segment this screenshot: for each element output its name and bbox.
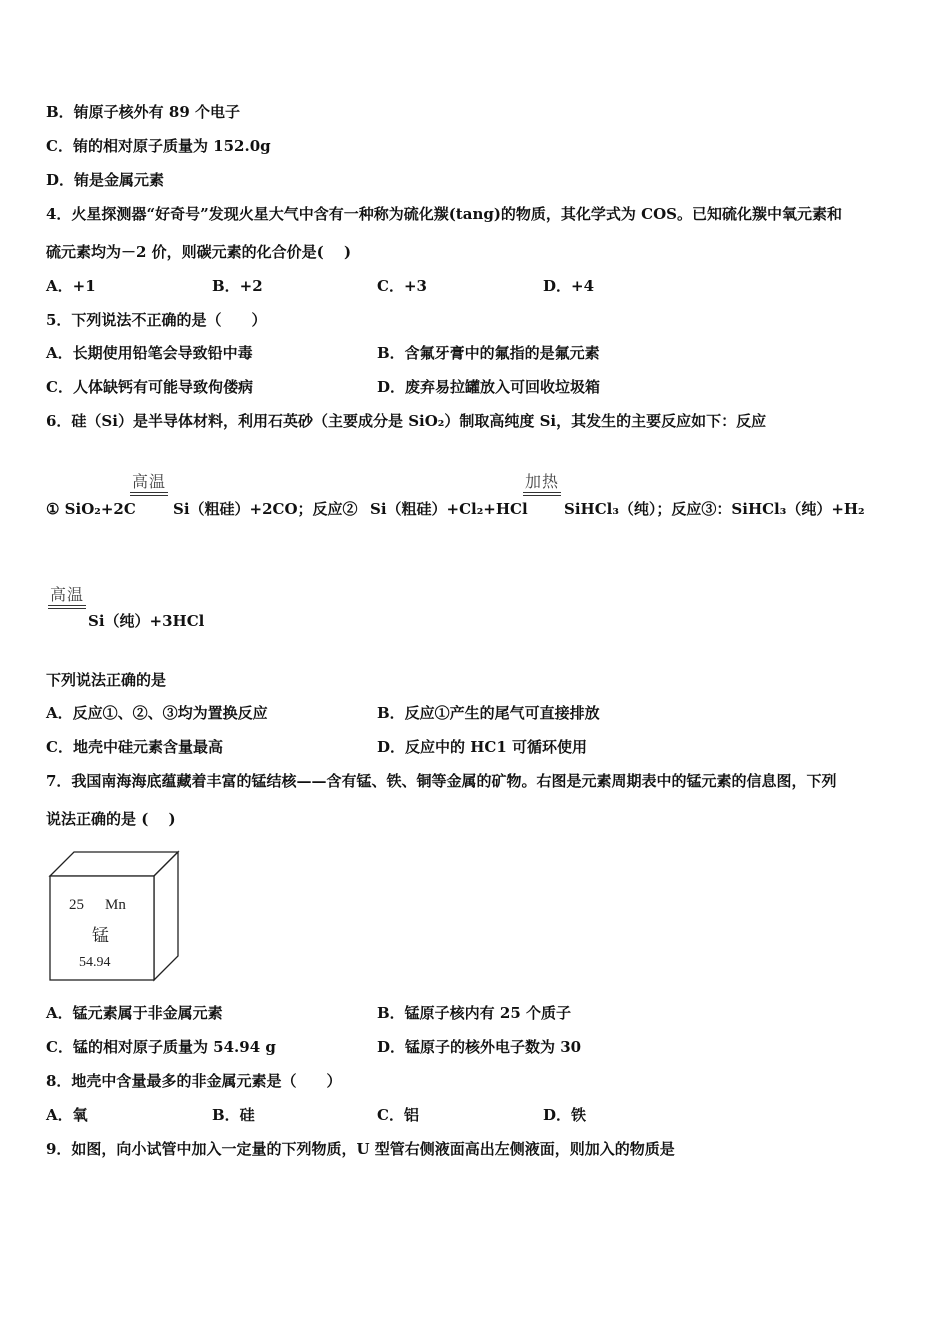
element-name: 锰 [92, 926, 109, 945]
q4-option-d: D．+4 [543, 277, 595, 295]
q5-stem: 5．下列说法不正确的是（ ） [46, 311, 267, 329]
q4-option-c: C．+3 [377, 277, 427, 295]
q3-option-d: D．铕是金属元素 [46, 171, 165, 189]
q6-option-b: B．反应①产生的尾气可直接排放 [377, 704, 600, 722]
q4-option-b: B．+2 [212, 277, 263, 295]
equals-line-top [48, 605, 86, 606]
equals-line-bottom [48, 608, 86, 609]
q7-option-b: B．锰原子核内有 25 个质子 [377, 1004, 571, 1022]
q6-option-a: A．反应①、②、③均为置换反应 [46, 704, 268, 722]
q7-option-a: A．锰元素属于非金属元素 [46, 1004, 223, 1022]
high-temp-condition-3 [48, 587, 86, 609]
element-symbol: Mn [105, 897, 126, 913]
atomic-mass: 54.94 [79, 955, 111, 970]
q8-option-a: A．氧 [46, 1106, 88, 1124]
q7-stem-line1: 7．我国南海海底蕴藏着丰富的锰结核——含有锰、铁、铜等金属的矿物。右图是元素周期表中的锰元素的信息图，下列 [46, 772, 837, 790]
equals-line-bottom [523, 495, 561, 496]
q4-stem-line1: 4．火星探测器“好奇号”发现火星大气中含有一种称为硫化羰(tang)的物质，其化学式为 COS。已知硫化羰中氧元素和 [46, 205, 842, 223]
equals-line-bottom [130, 495, 168, 496]
high-temp-label: 高温 [131, 472, 166, 491]
heat-condition [523, 474, 561, 496]
high-temp-condition-1 [130, 474, 168, 496]
q7-option-d: D．锰原子的核外电子数为 30 [377, 1038, 582, 1056]
q4-stem-line2: 硫元素均为－2 价，则碳元素的化合价是( ) [46, 243, 352, 261]
heat-label: 加热 [524, 472, 559, 491]
q6-option-d: D．反应中的 HC1 可循环使用 [377, 738, 588, 756]
q7-option-c: C．锰的相对原子质量为 54.94 g [46, 1038, 276, 1056]
q8-option-d: D．铁 [543, 1106, 587, 1124]
q9-stem: 9．如图，向小试管中加入一定量的下列物质，U 型管右侧液面高出左侧液面，则加入的物质是 [46, 1140, 675, 1158]
q4-option-a: A．+1 [46, 277, 96, 295]
q5-option-d: D．废弃易拉罐放入可回收垃圾箱 [377, 378, 601, 396]
equals-line-top [523, 492, 561, 493]
reaction2-reactants: Si（粗硅）+Cl₂+HCl [370, 500, 528, 518]
atomic-number: 25 [69, 897, 84, 913]
q3-option-c: C．铕的相对原子质量为 152.0g [46, 137, 271, 155]
q5-option-c: C．人体缺钙有可能导致佝偻病 [46, 378, 253, 396]
reaction2-products: SiHCl₃（纯）；反应③：SiHCl₃（纯）+H₂ [564, 500, 865, 518]
q6-stem: 6．硅（Si）是半导体材料，利用石英砂（主要成分是 SiO₂）制取高纯度 Si，其发生的主要反应如下：反应 [46, 412, 767, 430]
q5-option-b: B．含氟牙膏中的氟指的是氟元素 [377, 344, 600, 362]
reaction3-products: Si（纯）+3HCl [88, 612, 205, 630]
q5-option-a: A．长期使用铅笔会导致铅中毒 [46, 344, 253, 362]
q6-option-c: C．地壳中硅元素含量最高 [46, 738, 223, 756]
q8-option-b: B．硅 [212, 1106, 255, 1124]
q8-option-c: C．铝 [377, 1106, 419, 1124]
equals-line-top [130, 492, 168, 493]
reaction1-products: Si（粗硅）+2CO；反应② [173, 500, 358, 518]
q3-option-b: B．铕原子核外有 89 个电子 [46, 103, 240, 121]
reaction1-reactants: ① SiO₂+2C [46, 500, 136, 518]
q6-question: 下列说法正确的是 [46, 671, 167, 689]
high-temp-label: 高温 [49, 585, 84, 604]
q8-stem: 8．地壳中含量最多的非金属元素是（ ） [46, 1072, 342, 1090]
q7-stem-line2: 说法正确的是 ( ) [46, 810, 176, 828]
manganese-element-tile [46, 848, 186, 984]
